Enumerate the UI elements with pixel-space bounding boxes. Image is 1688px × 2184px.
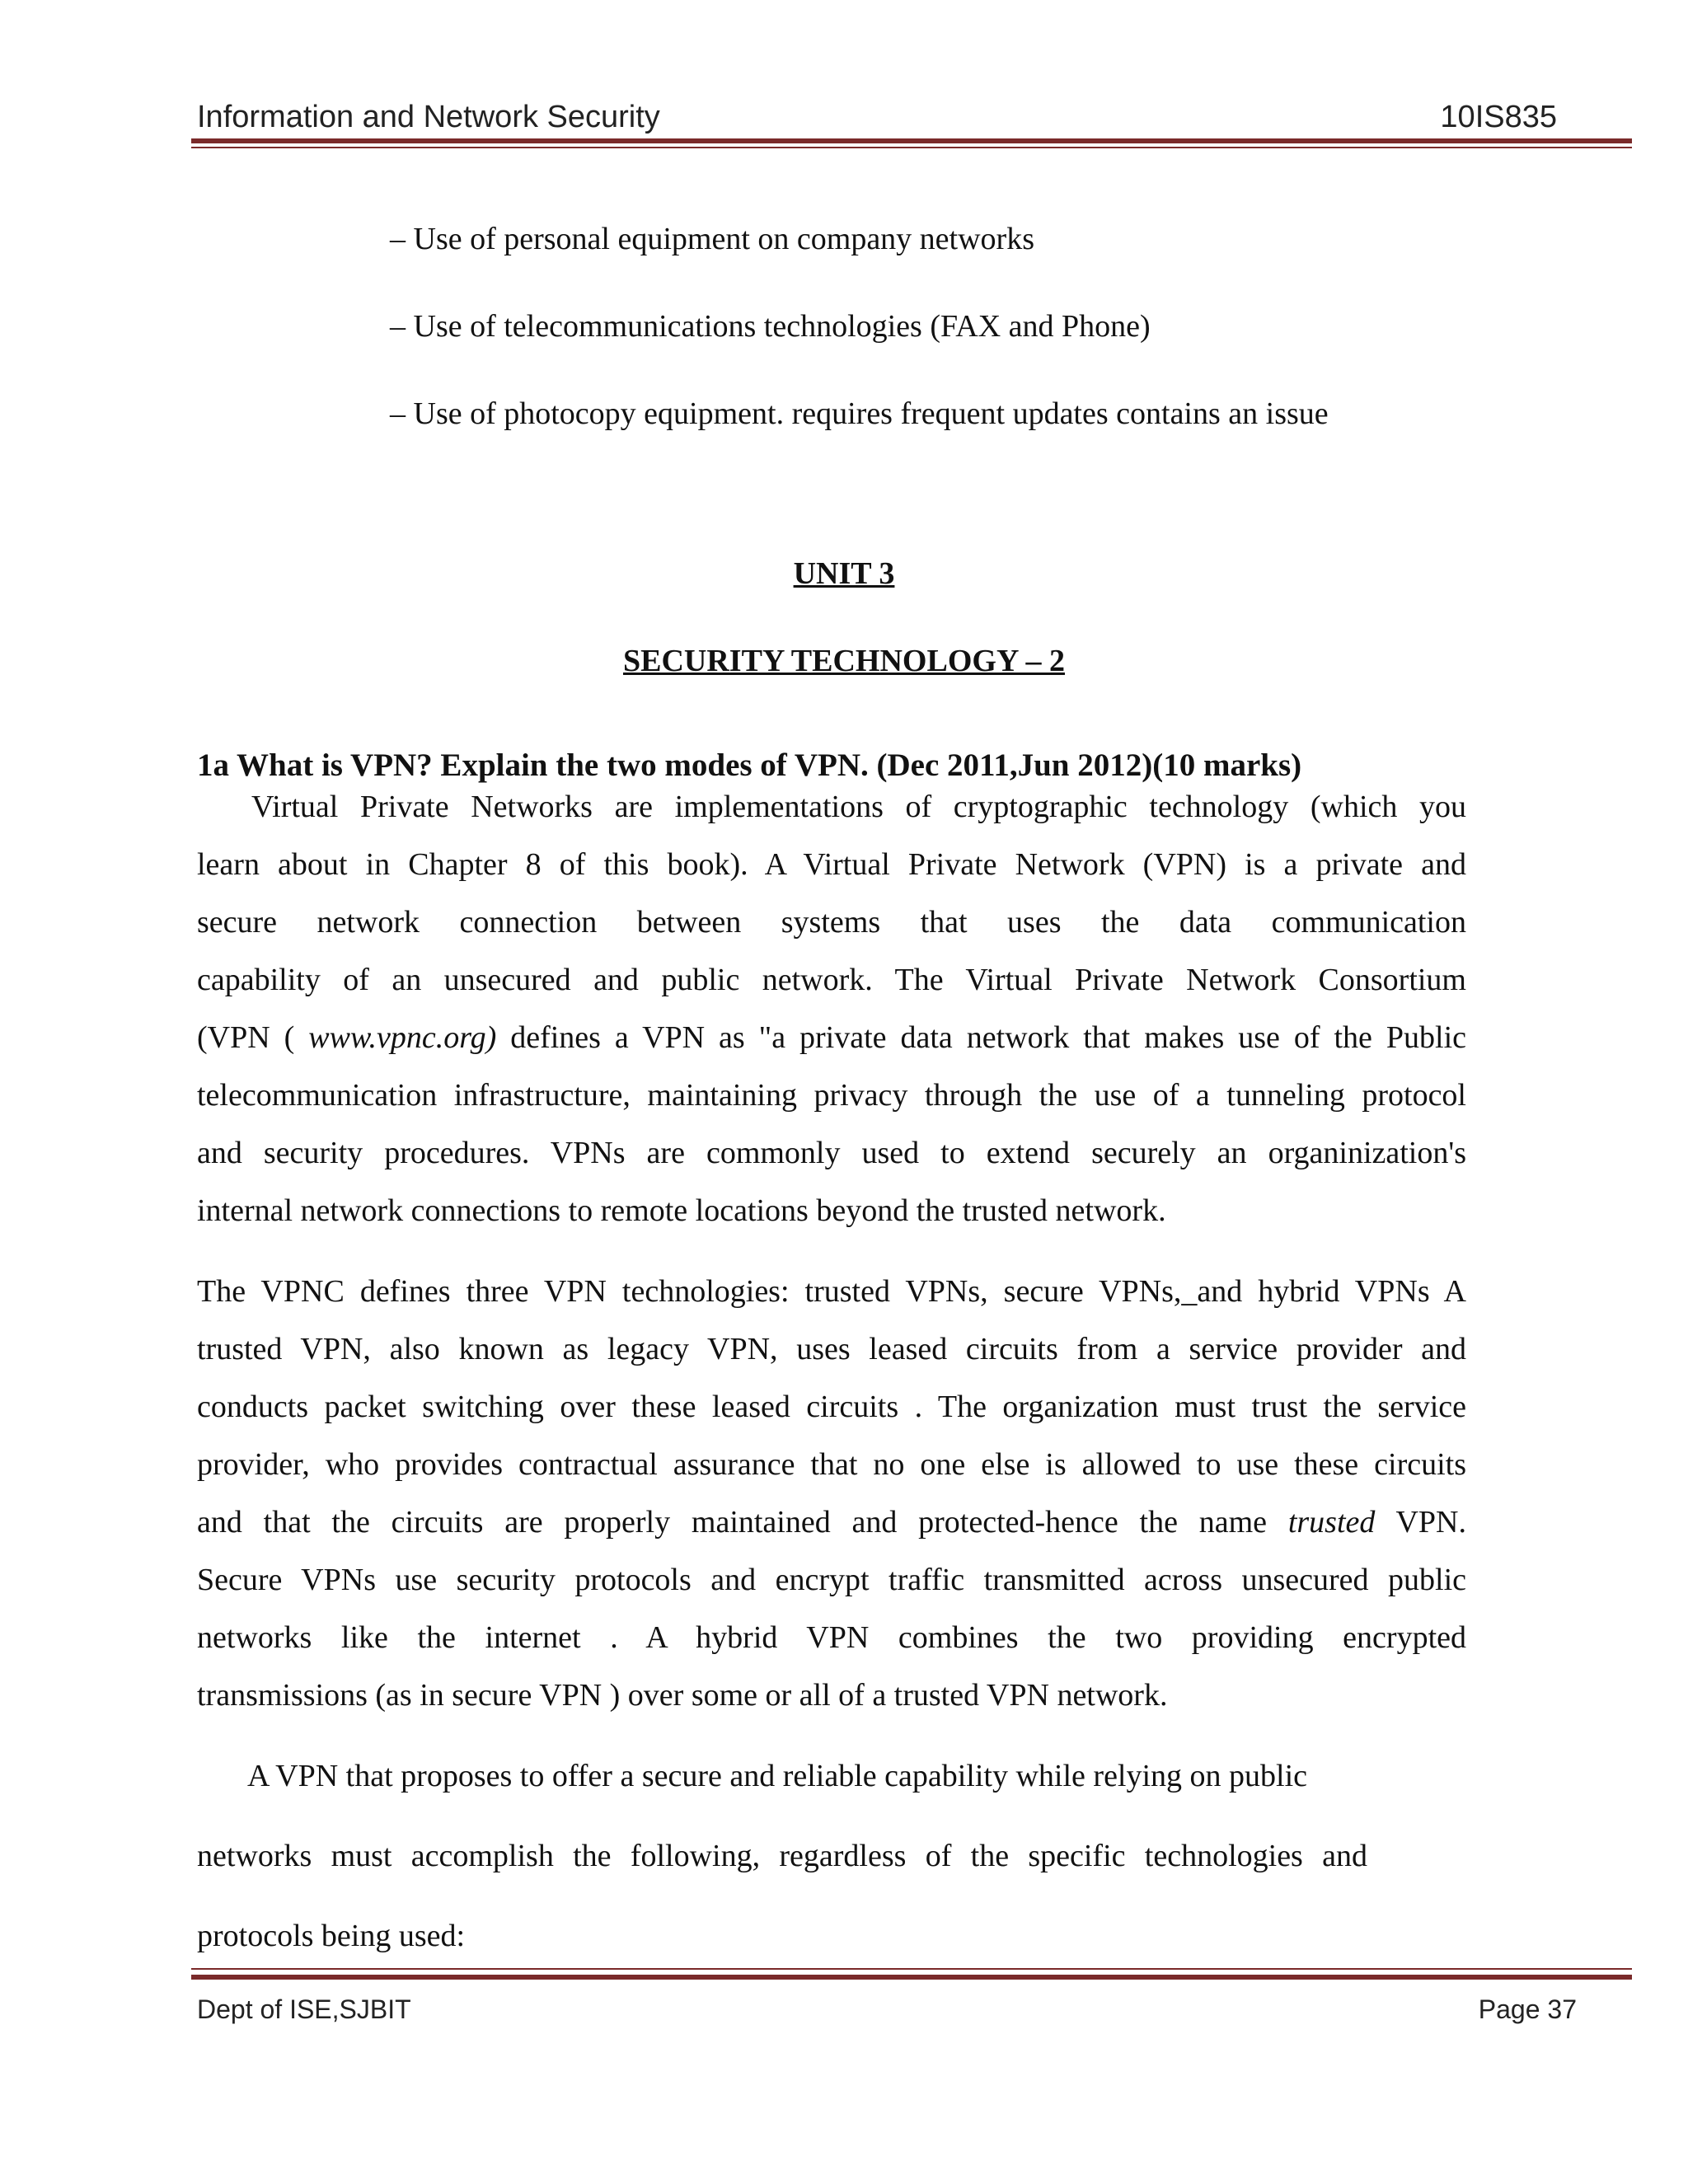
- paragraph-line: internal network connections to remote locations beyond the trusted network.: [197, 1193, 1166, 1228]
- text-run: VPN.: [1375, 1505, 1466, 1540]
- paragraph-line: capability of an unsecured and public network. The Virtual Private Network Consortium: [197, 963, 1466, 997]
- bullet-item: – Use of personal equipment on company networks: [390, 222, 1034, 256]
- text-run-italic: trusted: [1287, 1505, 1376, 1540]
- paragraph-line: Virtual Private Networks are implementations of cryptographic technology (which you: [251, 790, 1466, 824]
- question-heading: 1a What is VPN? Explain the two modes of VPN. (Dec 2011,Jun 2012)(10 marks): [197, 748, 1302, 783]
- paragraph-line: protocols being used:: [197, 1919, 466, 1953]
- paragraph-line: Secure VPNs use security protocols and encrypt traffic transmitted across unsecured public: [197, 1563, 1466, 1597]
- paragraph-line: conducts packet switching over these leased circuits . The organization must trust the service: [197, 1390, 1466, 1424]
- paragraph-line: [197, 1502, 1466, 1542]
- text-run: and that the circuits are properly maintained and protected-hence the name: [197, 1505, 1288, 1540]
- unit-title: SECURITY TECHNOLOGY – 2: [623, 644, 1065, 678]
- paragraph-line: telecommunication infrastructure, maintaining privacy through the use of a tunneling protocol: [197, 1078, 1466, 1113]
- paragraph-line: provider, who provides contractual assurance that no one else is allowed to use these circuits: [197, 1447, 1466, 1482]
- unit-number: UNIT 3: [793, 556, 895, 591]
- paragraph-line: The VPNC defines three VPN technologies: trusted VPNs, secure VPNs,_and hybrid VPNs A: [197, 1274, 1466, 1309]
- header-rule-thin: [191, 147, 1632, 148]
- header-rule: [191, 138, 1632, 143]
- vpnc-url-text: www.vpnc.org): [308, 1020, 497, 1055]
- paragraph-line: [197, 1018, 1466, 1057]
- paragraph-line: networks like the internet . A hybrid VPN combines the two providing encrypted: [197, 1620, 1466, 1655]
- paragraph-line: networks must accomplish the following, regardless of the specific technologies and: [197, 1839, 1367, 1873]
- header-title: Information and Network Security: [197, 100, 660, 134]
- paragraph-line: trusted VPN, also known as legacy VPN, uses leased circuits from a service provider and: [197, 1332, 1466, 1366]
- text-run: defines a VPN as "a private data network that makes use of the Public: [496, 1020, 1466, 1055]
- footer-department: Dept of ISE,SJBIT: [197, 1994, 411, 2024]
- paragraph-line: transmissions (as in secure VPN ) over some or all of a trusted VPN network.: [197, 1678, 1168, 1713]
- paragraph-line: learn about in Chapter 8 of this book). A Virtual Private Network (VPN) is a private and: [197, 847, 1466, 882]
- footer-rule: [191, 1975, 1632, 1980]
- bullet-item: – Use of telecommunications technologies (FAX and Phone): [390, 309, 1151, 344]
- footer-page-number: Page 37: [1478, 1994, 1577, 2024]
- text-run: (VPN (: [197, 1020, 309, 1055]
- paragraph-line: A VPN that proposes to offer a secure and reliable capability while relying on public: [247, 1759, 1308, 1793]
- footer-rule-thin: [191, 1968, 1632, 1970]
- header-course-code: 10IS835: [1440, 100, 1557, 134]
- paragraph-line: and security procedures. VPNs are commonly used to extend securely an organinization's: [197, 1136, 1466, 1170]
- paragraph-line: secure network connection between systems that uses the data communication: [197, 905, 1466, 940]
- bullet-item: – Use of photocopy equipment. requires frequent updates contains an issue: [390, 396, 1329, 431]
